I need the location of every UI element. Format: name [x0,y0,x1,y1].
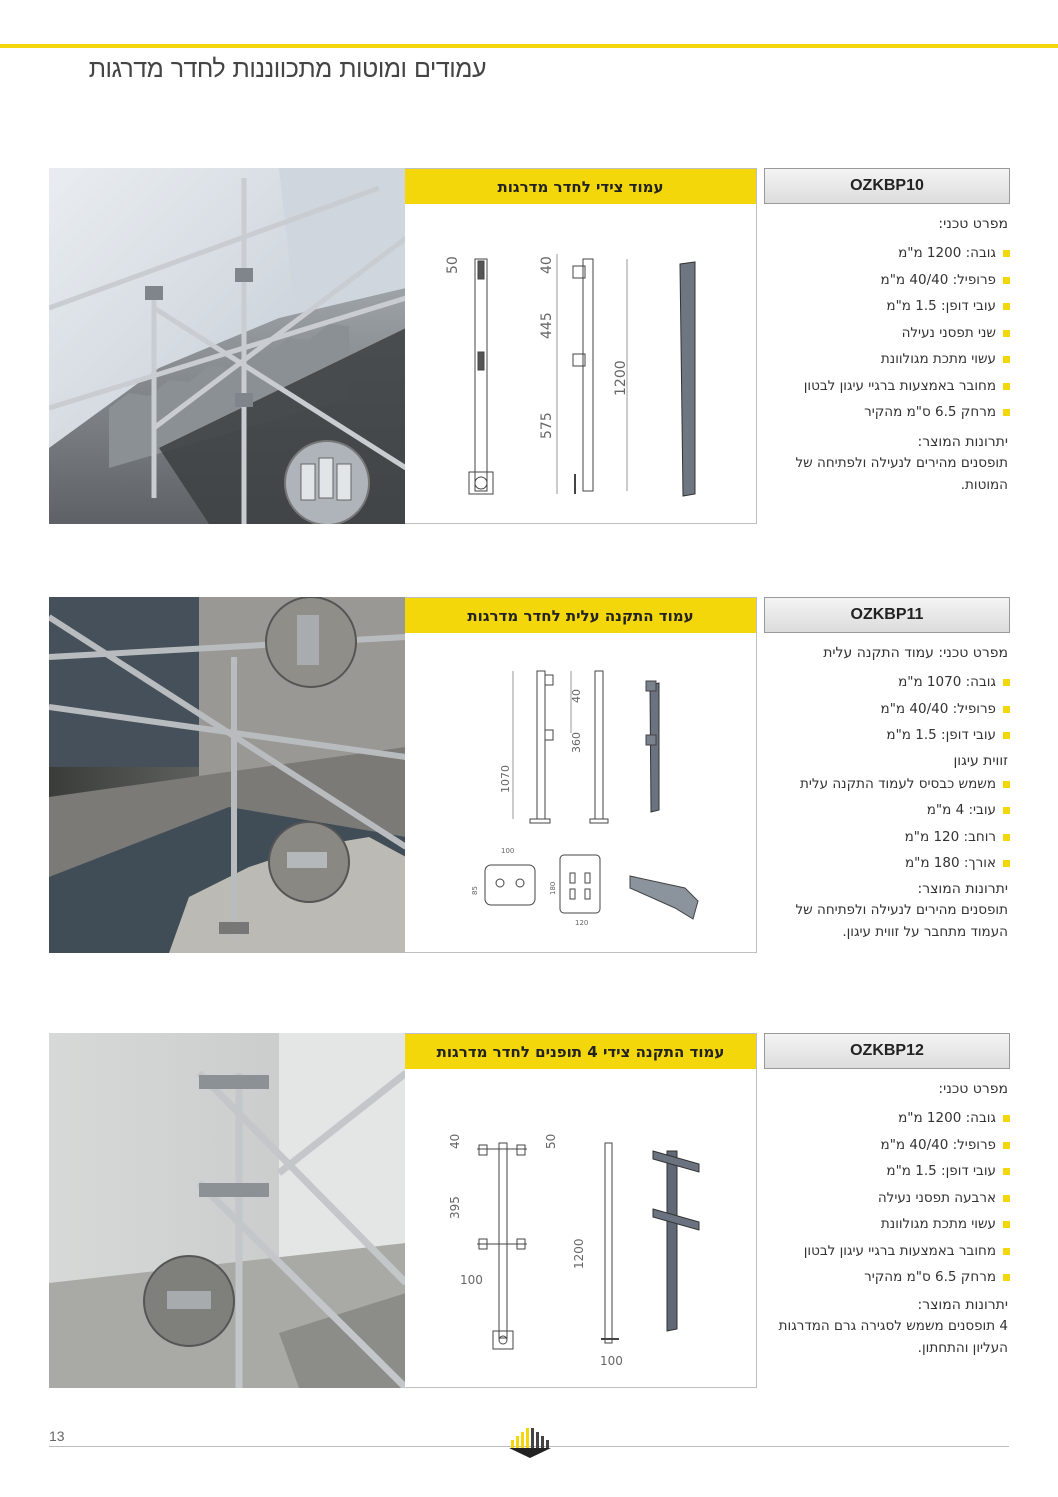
technical-drawing-box-3 [405,1033,757,1388]
dim-label: 40 [539,256,555,274]
advantages-text: תופסנים מהירים לנעילה ולפתיחה של העמוד מתחבר על זווית עיגון. [795,901,1008,940]
dim-label: 360 [570,732,583,753]
advantages-text: 4 תופסנים משמש לסגירה גרם המדרגות העליון והתחתון. [778,1317,1008,1356]
spec-item: אורך: 180 מ"מ [764,850,996,877]
spec-list [764,1105,1010,1291]
dim-label: 100 [501,847,515,855]
spec-title: מפרט טכני: [938,216,1008,232]
technical-drawing-box-1 [405,168,757,524]
dim-label: 1200 [572,1238,586,1269]
spec-title: מפרט טכני: עמוד התקנה עלית [823,645,1008,661]
dim-label: 40 [570,689,583,703]
spec-item: מחובר באמצעות ברגיי עיגון לבטון [764,373,996,400]
spec-list-2 [764,771,1010,877]
spec-item: עשוי מתכת מגולוונת [764,346,996,373]
spec-item: רוחב: 120 מ"מ [764,824,996,851]
spec-item: פרופיל: 40/40 מ"מ [764,267,996,294]
top-accent-line [0,44,1058,48]
product-photo-3 [49,1033,406,1388]
dim-label: 100 [600,1354,623,1368]
dim-label: 100 [460,1273,483,1287]
spec-list [764,669,1010,749]
spec-list [764,240,1010,426]
spec-item: משמש כבסיס לעמוד התקנה עלית [764,771,996,798]
dim-label: 85 [471,886,479,895]
spec-item: פרופיל: 40/40 מ"מ [764,1132,996,1159]
product-photo-2 [49,597,406,953]
dim-label: 50 [544,1133,558,1149]
dim-label: 575 [539,412,555,439]
advantages-title: יתרונות המוצר: [917,433,1008,450]
advantages-text: תופסנים מהירים לנעילה ולפתיחה של המוטות. [795,454,1008,493]
spec-title: מפרט טכני: [938,1081,1008,1097]
technical-drawing-box-2 [405,597,757,953]
dim-label: 180 [549,881,557,895]
spec-item: עשוי מתכת מגולוונת [764,1211,996,1238]
spec-item: עובי דופן: 1.5 מ"מ [764,293,996,320]
spec-item: ארבעה תפסני נעילה [764,1185,996,1212]
dim-label: 40 [448,1133,462,1149]
advantages-title: יתרונות המוצר: [917,1296,1008,1313]
spec-panel-2 [764,597,1010,943]
company-logo-icon [505,1424,555,1468]
advantages-title: יתרונות המוצר: [917,880,1008,897]
dim-label: 1200 [613,360,629,396]
spec-item: מחובר באמצעות ברגיי עיגון לבטון [764,1238,996,1265]
spec-item: גובה: 1200 מ"מ [764,1105,996,1132]
spec-item: עובי דופן: 1.5 מ"מ [764,722,996,749]
spec-item: עובי: 4 מ"מ [764,797,996,824]
spec-item: גובה: 1070 מ"מ [764,669,996,696]
spec-item: גובה: 1200 מ"מ [764,240,996,267]
dim-label: 395 [448,1196,462,1219]
spec-item: מרחק 6.5 ס"מ מהקיר [764,399,996,426]
dim-label: 120 [575,919,589,927]
product-code: OZKBP10 [764,168,1010,204]
spec-panel-3 [764,1033,1010,1359]
sub-title: זווית עיגון [953,752,1008,769]
page-title: עמודים ומוטות מתכווננות לחדר מדרגות [88,54,486,83]
product-photo-1 [49,168,406,524]
page-number: 13 [49,1428,65,1444]
spec-panel-1 [764,168,1010,496]
dim-label: 50 [445,256,461,274]
spec-item: עובי דופן: 1.5 מ"מ [764,1158,996,1185]
product-heading: עמוד התקנה עלית לחדר מדרגות [405,598,756,633]
product-code: OZKBP12 [764,1033,1010,1069]
spec-item: שני תפסני נעילה [764,320,996,347]
product-code: OZKBP11 [764,597,1010,633]
technical-drawing-2 [405,633,756,952]
technical-drawing-1 [405,204,756,523]
product-heading: עמוד צידי לחדר מדרגות [405,169,756,204]
spec-item: מרחק 6.5 ס"מ מהקיר [764,1264,996,1291]
technical-drawing-3 [405,1069,756,1387]
dim-label: 1070 [499,765,512,793]
dim-label: 445 [539,312,555,339]
spec-item: פרופיל: 40/40 מ"מ [764,696,996,723]
product-heading: עמוד התקנה צידי 4 תופנים לחדר מדרגות [405,1034,756,1069]
